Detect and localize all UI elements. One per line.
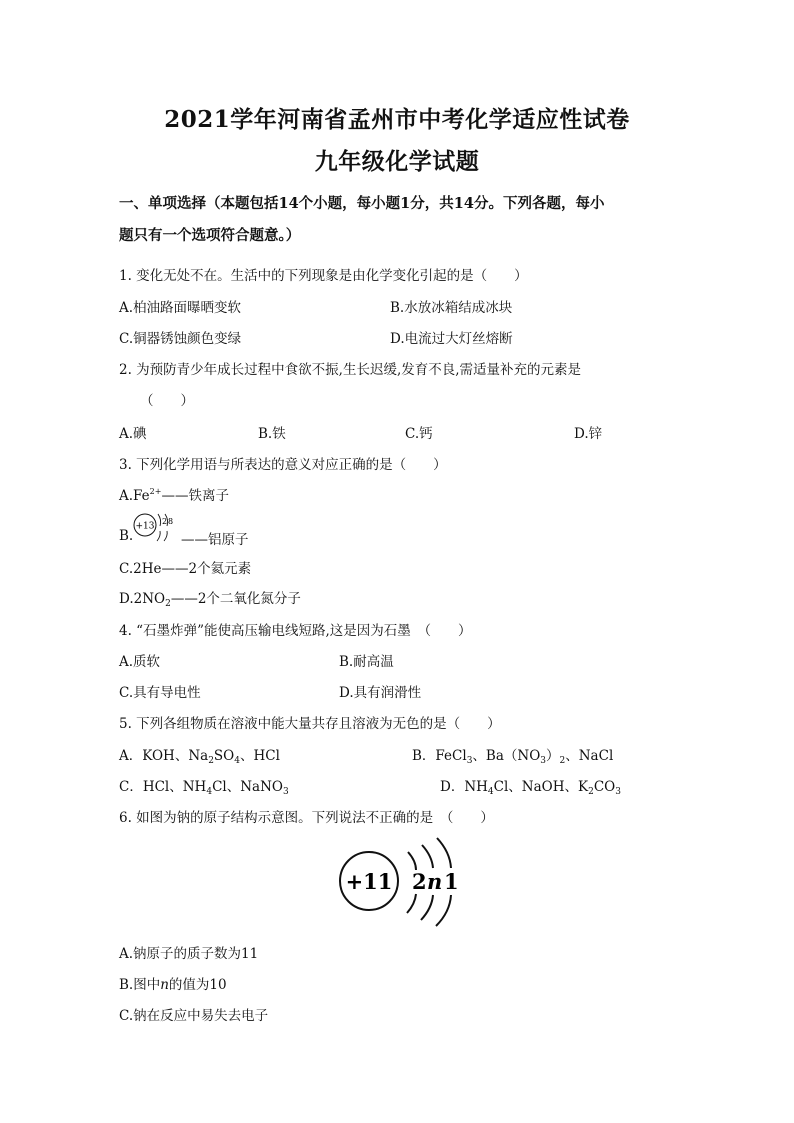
question-5-option-a [119, 744, 280, 766]
sodium-shell-arc-2-top [422, 845, 433, 868]
no2-subscript: 2 [165, 599, 171, 609]
sodium-shell-arc-1-top [408, 852, 416, 870]
question-2-answer-paren: （ ） [140, 393, 194, 409]
question-3-option-b-label: B. [119, 528, 134, 544]
q5c-sub: 3 [282, 787, 289, 797]
q5d-sub: 2 [588, 787, 594, 797]
aluminum-shell-2-electrons: 8 [168, 517, 174, 526]
question-4-option-b: B.耐高温 [339, 654, 394, 670]
q5d-part: D．NH [440, 779, 488, 795]
question-5-option-c [119, 775, 289, 797]
q5a-part: A．KOH、Na [119, 748, 209, 764]
question-2-option-b: B.铁 [258, 426, 286, 442]
aluminum-shell-arc-2-bottom [164, 531, 167, 541]
question-6-option-a: A.钠原子的质子数为11 [119, 946, 259, 962]
question-2-option-a: A.碘 [119, 426, 147, 442]
exam-title: 2021学年河南省孟州市中考化学适应性试卷 [164, 106, 630, 133]
question-4-stem: 4. “石墨炸弹”能使高压输电线短路,这是因为石墨 （ ） [119, 623, 472, 639]
q6b-variable: n [160, 977, 169, 993]
section-heading [119, 188, 679, 252]
q5d-part: CO [593, 779, 616, 795]
q5d-sub: 3 [615, 787, 621, 797]
sodium-shell-2-electrons: n [427, 869, 443, 894]
aluminum-shell-arc-1-top [158, 514, 161, 526]
question-6-option-b [119, 973, 227, 993]
q5d-part: Cl、NaOH、K [493, 779, 589, 795]
question-5-stem: 5. 下列各组物质在溶液中能大量共存且溶液为无色的是（ ） [119, 716, 501, 732]
aluminum-shell-arc-1-bottom [157, 531, 160, 541]
q5c-part: Cl、NaNO [212, 779, 283, 795]
question-4-option-d: D.具有润滑性 [339, 685, 422, 701]
q5c-sub: 4 [206, 787, 213, 797]
question-3-option-b-meaning: ——铝原子 [181, 532, 249, 548]
exam-subtitle: 九年级化学试题 [314, 148, 480, 175]
question-3-option-a [119, 484, 229, 504]
q5a-part: 、HCl [239, 748, 280, 764]
question-1-option-c: C.铜器锈蚀颜色变绿 [119, 331, 242, 347]
question-3-stem: 3. 下列化学用语与所表达的意义对应正确的是（ ） [119, 457, 447, 473]
sodium-shell-3-electrons: 1 [444, 869, 459, 894]
question-4-option-c: C.具有导电性 [119, 685, 201, 701]
q5d-sub: 4 [487, 787, 494, 797]
no2-formula: D.2NO [119, 591, 166, 607]
question-6-stem: 6. 如图为钠的原子结构示意图。下列说法不正确的是 （ ） [119, 810, 494, 826]
question-3-option-d [119, 587, 301, 609]
q6b-part: B.图中 [119, 977, 161, 993]
q6b-part: 的值为10 [168, 977, 227, 993]
q5b-sub: 3 [540, 756, 547, 766]
question-5-option-d [440, 775, 621, 797]
section-heading-line-2: 题只有一个选项符合题意。） [119, 227, 301, 244]
q5a-sub: 2 [208, 756, 214, 766]
q5b-part: 、NaCl [565, 748, 614, 764]
fe-symbol: A.Fe [119, 488, 150, 504]
question-2-option-d: D.锌 [574, 426, 603, 442]
question-5-option-b [412, 744, 613, 766]
sodium-atom-diagram [338, 834, 464, 930]
q5b-part: 、Ba（NO [472, 748, 541, 764]
question-3-option-a-meaning: ——铁离子 [161, 488, 229, 504]
question-1-stem: 1. 变化无处不在。生活中的下列现象是由化学变化引起的是（ ） [119, 268, 528, 284]
q5b-sub: 2 [559, 756, 566, 766]
q5a-sub: 4 [234, 756, 240, 766]
question-2-option-c: C.钙 [405, 426, 433, 442]
sodium-nucleus-label: +11 [345, 869, 393, 894]
q5a-part: SO [213, 748, 235, 764]
q5b-sub: 3 [466, 756, 473, 766]
aluminum-nucleus-label: +13 [135, 521, 155, 532]
question-6-option-c: C.钠在反应中易失去电子 [119, 1008, 269, 1024]
question-3-option-d-meaning: ——2个二氧化氮分子 [170, 591, 301, 607]
question-2-stem: 2. 为预防青少年成长过程中食欲不振,生长迟缓,发育不良,需适量补充的元素是 [119, 362, 582, 378]
question-1-option-b: B.水放冰箱结成冰块 [390, 300, 513, 316]
sodium-shell-arc-1-bottom [407, 894, 416, 913]
sodium-shell-arc-3-top [437, 838, 451, 868]
aluminum-shell-1-electrons: 2 [162, 517, 168, 526]
fe-charge: 2+ [149, 487, 162, 496]
sodium-shell-arc-3-bottom [436, 895, 451, 926]
q5b-part: ） [546, 748, 560, 764]
question-3-option-c: C.2He——2个氦元素 [119, 561, 252, 577]
question-4-option-a: A.质软 [119, 654, 161, 670]
question-1-option-a: A.柏油路面曝晒变软 [119, 300, 242, 316]
sodium-shell-arc-2-bottom [421, 895, 433, 920]
question-1-option-d: D.电流过大灯丝熔断 [390, 331, 513, 347]
section-heading-line-1: 一、单项选择（本题包括14个小题，每小题1分，共14分。下列各题，每小 [119, 195, 605, 212]
q5b-part: B．FeCl [412, 748, 467, 764]
aluminum-atom-diagram [131, 512, 181, 548]
sodium-shell-1-electrons: 2 [412, 869, 427, 894]
q5c-part: C．HCl、NH [119, 779, 207, 795]
